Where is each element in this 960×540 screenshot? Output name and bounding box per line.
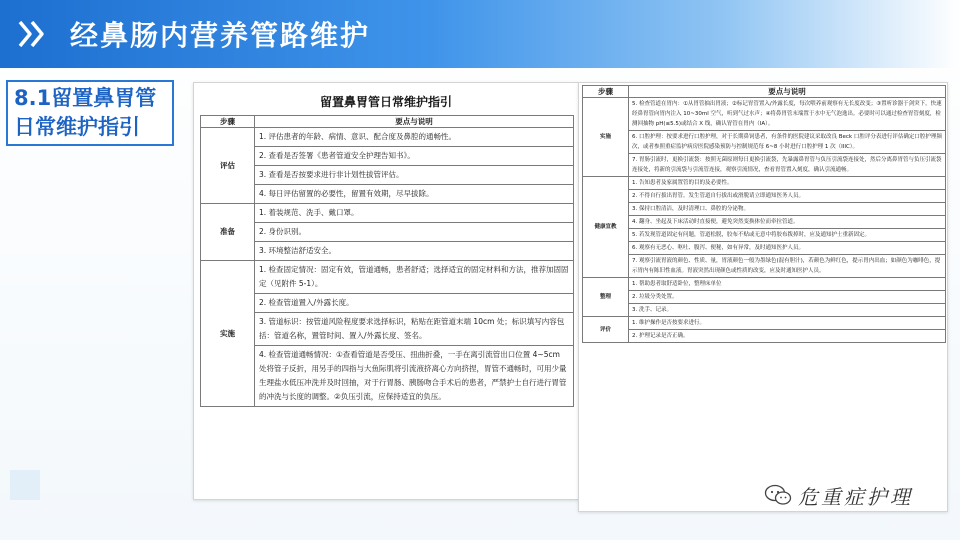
guide-table-left-body xyxy=(201,128,574,407)
step-category-cell: 实施 xyxy=(201,261,255,407)
step-point-cell: 2. 检查管道置入/外露长度。 xyxy=(255,294,574,313)
step-point-cell: 4. 每日评估留置的必要性，留置有效期，尽早拔除。 xyxy=(255,185,574,204)
table-row xyxy=(583,304,946,317)
step-point-cell: 2. 护理记录是否正确。 xyxy=(629,330,946,343)
step-point-cell: 3. 洗手、记录。 xyxy=(629,304,946,317)
step-category-cell: 实施 xyxy=(583,98,629,177)
decorative-square xyxy=(10,470,40,500)
page-title: 经鼻肠内营养管路维护 xyxy=(70,19,371,52)
table-row xyxy=(201,223,574,242)
section-label xyxy=(6,80,174,146)
step-point-cell: 1. 帮助患者取舒适卧位，整理床单位 xyxy=(629,278,946,291)
table-row xyxy=(583,131,946,154)
table-row xyxy=(583,317,946,330)
step-category-cell: 整理 xyxy=(583,278,629,317)
table-row xyxy=(201,242,574,261)
step-point-cell: 2. 查看是否签署《患者管道安全护理告知书》。 xyxy=(255,147,574,166)
step-point-cell: 1. 着装规范、洗手、戴口罩。 xyxy=(255,204,574,223)
document-page-left xyxy=(193,82,579,500)
document-page-right xyxy=(578,82,948,512)
column-header-points: 要点与说明 xyxy=(629,86,946,98)
table-row xyxy=(583,278,946,291)
step-category-cell: 准备 xyxy=(201,204,255,261)
table-row xyxy=(201,128,574,147)
column-header-step: 步骤 xyxy=(201,116,255,128)
step-point-cell: 4. 检查管道通畅情况：①查看管道是否受压、扭曲折叠，一手在离引流管出口位置 4~5cm 处将管子反折，用另手的四指与大鱼际肌将引流液挤离心方向挤捏，胃管不通畅时，可用少量生理盐水低压冲洗并及时回抽，对于行胃肠、胰肠吻合手术后的患者，严禁护士自行进行胃管的冲洗与长度的调整。②负压引流，应保持适宜的负压。 xyxy=(255,346,574,407)
guide-table-right xyxy=(582,85,946,343)
table-row xyxy=(583,203,946,216)
table-row xyxy=(583,154,946,177)
table-row xyxy=(201,261,574,294)
step-point-cell: 2. 不得自行拔出胃管。发生管道自行拔出或滑脱请立即通知医务人员。 xyxy=(629,190,946,203)
table-row xyxy=(201,204,574,223)
step-point-cell: 4. 翻身、坐起及下床活动时直接便，避免突然变换体位而牵拉管道。 xyxy=(629,216,946,229)
section-label-line1: 8.1留置鼻胃管 xyxy=(14,86,157,110)
watermark-text: 危重症护理 xyxy=(798,484,913,509)
step-category-cell: 健康宣教 xyxy=(583,177,629,278)
table-row xyxy=(201,185,574,204)
table-row xyxy=(583,216,946,229)
table-row xyxy=(201,313,574,346)
table-header-row xyxy=(201,116,574,128)
column-header-points: 要点与说明 xyxy=(255,116,574,128)
step-point-cell: 5. 检查管道在胃内：①从胃管抽出胃液；②标记胃管置入/外露长度，每次喂养前观察有无长度改变；③置听诊器于剑突下，快速经鼻胃管向胃内注入 10~30ml 空气，听到气过水声；④将鼻胃管末端置于水中无气泡逸出。必要时可以通过检查胃管刻度，检测回抽物 pH(≤5.5)或结合 X 线，确认胃管在胃内（IA）。 xyxy=(629,98,946,131)
table-row xyxy=(583,177,946,190)
step-point-cell: 3. 查看是否按要求进行非计划性拔管评估。 xyxy=(255,166,574,185)
table-row xyxy=(583,242,946,255)
watermark xyxy=(764,480,913,510)
step-point-cell: 1. 检查固定情况：固定有效，管道通畅，患者舒适；选择适宜的固定材料和方法，推荐加固固定（见附件 5-1）。 xyxy=(255,261,574,294)
step-point-cell: 3. 保持口腔清洁，及时清理口、鼻腔的分泌物。 xyxy=(629,203,946,216)
table-row xyxy=(583,190,946,203)
table-row xyxy=(583,98,946,131)
table-row xyxy=(201,294,574,313)
step-point-cell: 1. 评估患者的年龄、病情、意识、配合度及鼻腔的通畅性。 xyxy=(255,128,574,147)
table-row xyxy=(583,229,946,242)
step-point-cell: 3. 管道标识：按管道风险程度要求选择标识，粘贴在距管道末端 10cm 处；标识填写内容包括：管道名称，置管时间、置入/外露长度、签名。 xyxy=(255,313,574,346)
section-label-line2: 日常维护指引 xyxy=(14,115,140,139)
table-row xyxy=(583,330,946,343)
table-row xyxy=(201,166,574,185)
header-bar xyxy=(0,0,960,68)
table-row xyxy=(583,291,946,304)
table-header-row xyxy=(583,86,946,98)
step-category-cell: 评估 xyxy=(201,128,255,204)
step-point-cell: 2. 垃圾分类处置。 xyxy=(629,291,946,304)
double-chevron-icon xyxy=(14,16,50,52)
step-point-cell: 3. 环境整洁舒适安全。 xyxy=(255,242,574,261)
table-row xyxy=(201,346,574,407)
document-title: 留置鼻胃管日常维护指引 xyxy=(319,95,452,109)
column-header-step: 步骤 xyxy=(583,86,629,98)
step-point-cell: 5. 若发现管道固定有问题，管道松脱，胶布不贴或无意中将胶布拨掉时，应及通知护士重新固定。 xyxy=(629,229,946,242)
step-category-cell: 评价 xyxy=(583,317,629,343)
wechat-icon xyxy=(764,484,792,506)
guide-table-right-body xyxy=(583,98,946,343)
table-row xyxy=(583,255,946,278)
step-point-cell: 2. 身份识别。 xyxy=(255,223,574,242)
table-row xyxy=(201,147,574,166)
guide-table-left xyxy=(200,115,574,407)
step-point-cell: 6. 口腔护理：按要求进行口腔护理，对于长期鼻饲患者，有条件的医院建议采取改良 Beck 口腔评分表进行评估确定口腔护理频次，或者参照重症监护病房医院感染预防与控制规范每 6~8 小时进行口腔护理 1 次（IIIC）。 xyxy=(629,131,946,154)
step-point-cell: 7. 胃肠引流时，更换引流袋：按照无菌原则每日更换引流袋，先暴露鼻胃管与负压引流袋连接处，然后分离鼻胃管与负压引流袋连接处，将新的引流袋与引流管连接，观察引流情况，查看胃管置入刻度，确认引流通畅。 xyxy=(629,154,946,177)
step-point-cell: 7. 观察引流胃液的颜色、性质、量，胃液颜色一般为墨绿色(混有胆汁)，若颜色为鲜红色，提示胃内出血；如颜色为咖啡色，提示胃内有陈旧性血液。胃液突然出现颜色或性质的改变，应及时通知医护人员。 xyxy=(629,255,946,278)
step-point-cell: 6. 观察有无恶心、呕吐、腹泻、便秘，如有异常，及时通知医护人员。 xyxy=(629,242,946,255)
step-point-cell: 1. 维护操作是否按要求进行。 xyxy=(629,317,946,330)
step-point-cell: 1. 告知患者及家属置管的目的及必要性。 xyxy=(629,177,946,190)
